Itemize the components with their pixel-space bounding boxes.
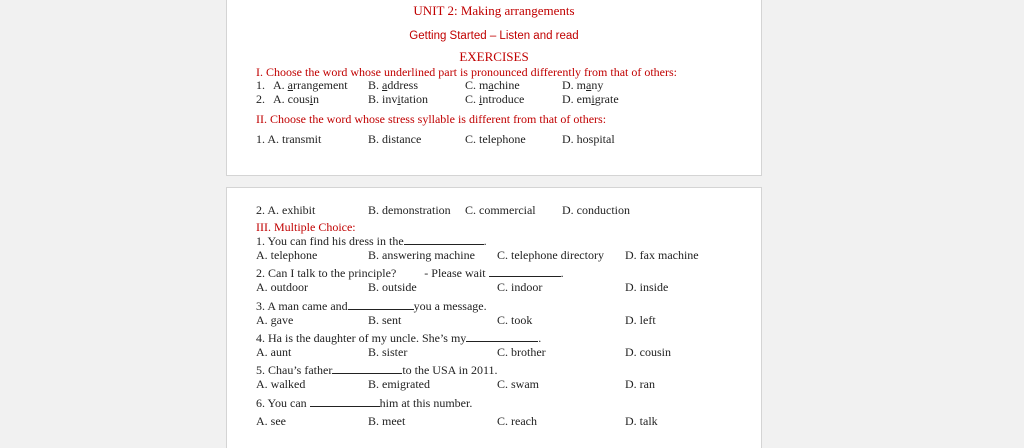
question-1-option-a: A. telephone <box>256 248 318 262</box>
question-5: 5. Chau’s father to the USA in 2011. <box>256 363 498 377</box>
question-2-option-a: A. outdoor <box>256 280 308 294</box>
question-3-option-a: A. gave <box>256 313 294 327</box>
section-2-row-1-option-c: C. telephone <box>465 132 526 146</box>
question-5-option-c: C. swam <box>497 377 539 391</box>
question-4-option-a: A. aunt <box>256 345 292 359</box>
answer-blank <box>466 331 538 342</box>
question-6-option-b: B. meet <box>368 414 406 428</box>
document-page-2 <box>226 187 762 448</box>
question-5-option-b: B. emigrated <box>368 377 430 391</box>
question-3-option-c: C. took <box>497 313 533 327</box>
question-2-option-b: B. outside <box>368 280 417 294</box>
question-1-option-c: C. telephone directory <box>497 248 604 262</box>
question-4-option-d: D. cousin <box>625 345 671 359</box>
unit-title: UNIT 2: Making arrangements <box>413 3 575 18</box>
option-d: D. emigrate <box>562 92 619 106</box>
question-1-option-d: D. fax machine <box>625 248 699 262</box>
answer-blank <box>332 363 402 374</box>
question-4-option-c: C. brother <box>497 345 546 359</box>
option-b: B. invitation <box>368 92 429 106</box>
exercises-heading: EXERCISES <box>459 49 529 64</box>
option-a: A. cousin <box>273 92 320 106</box>
question-1-option-b: B. answering machine <box>368 248 475 262</box>
question-2: 2. Can I talk to the principle? - Please wait . <box>256 266 564 280</box>
question-3-option-b: B. sent <box>368 313 402 327</box>
section-2-row-2-option-b: B. demonstration <box>368 203 451 217</box>
question-1: 1. You can find his dress in the . <box>256 234 487 248</box>
question-5-option-a: A. walked <box>256 377 306 391</box>
question-5-option-d: D. ran <box>625 377 655 391</box>
section-1-heading: I. Choose the word whose underlined part is pronounced differently from that of others: <box>256 65 678 79</box>
document-page-1 <box>226 0 762 176</box>
option-a: A. arrangement <box>273 78 348 92</box>
question-3-option-d: D. left <box>625 313 656 327</box>
question-4-option-b: B. sister <box>368 345 408 359</box>
section-3-heading: III. Multiple Choice: <box>256 220 356 234</box>
section-2-row-1-option-d: D. hospital <box>562 132 615 146</box>
section-2-row-1-option-a: 1. A. transmit <box>256 132 322 146</box>
option-b: B. address <box>368 78 419 92</box>
section-2-heading: II. Choose the word whose stress syllable is different from that of others: <box>256 112 607 126</box>
question-6-option-a: A. see <box>256 414 286 428</box>
section-2-row-2-option-a: 2. A. exhibit <box>256 203 316 217</box>
section-1-row-2-number: 2. <box>256 92 265 106</box>
question-3: 3. A man came and you a message. <box>256 299 487 313</box>
answer-blank <box>348 299 414 310</box>
answer-blank <box>489 266 561 277</box>
section-2-row-1-option-b: B. distance <box>368 132 422 146</box>
option-c: C. machine <box>465 78 520 92</box>
section-2-row-2-option-c: C. commercial <box>465 203 536 217</box>
option-d: D. many <box>562 78 604 92</box>
subtitle: Getting Started – Listen and read <box>409 30 579 42</box>
question-6: 6. You can him at this number. <box>256 396 473 410</box>
question-2-option-c: C. indoor <box>497 280 543 294</box>
answer-blank <box>310 396 380 407</box>
section-2-row-2-option-d: D. conduction <box>562 203 630 217</box>
option-c: C. introduce <box>465 92 525 106</box>
question-6-option-c: C. reach <box>497 414 537 428</box>
answer-blank <box>404 234 484 245</box>
question-2-option-d: D. inside <box>625 280 669 294</box>
question-6-option-d: D. talk <box>625 414 658 428</box>
section-1-row-1-number: 1. <box>256 78 265 92</box>
question-4: 4. Ha is the daughter of my uncle. She’s my . <box>256 331 542 345</box>
